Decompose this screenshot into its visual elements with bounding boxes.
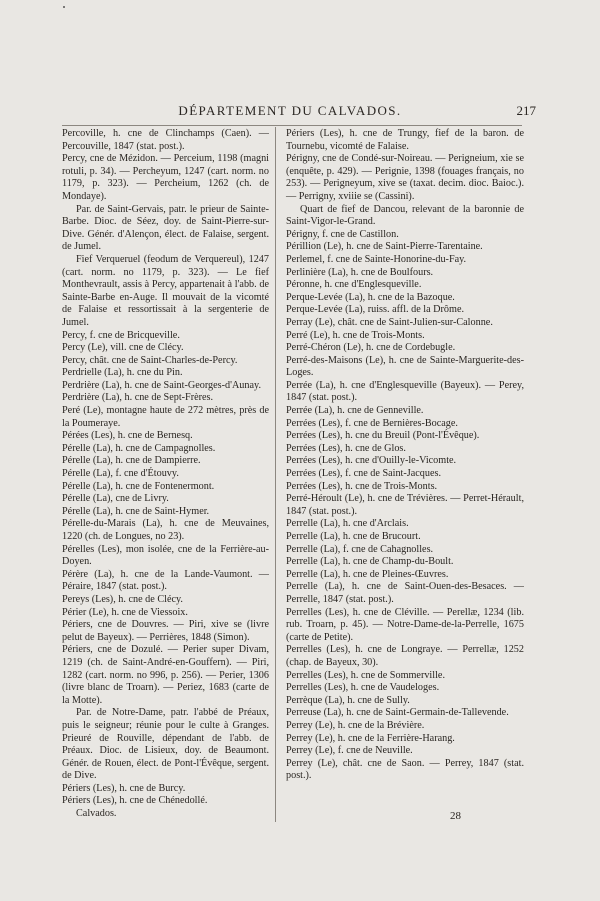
gazetteer-entry: Perrées (Les), h. cne de Glos. bbox=[286, 442, 406, 454]
gazetteer-entry: Périers (Les), h. cne de Chénedollé. bbox=[62, 795, 208, 807]
gazetteer-entry: Peré (Le), montagne haute de 272 mètres, près de la Poumeraye. bbox=[62, 405, 269, 429]
gazetteer-entry: Calvados. bbox=[76, 808, 117, 820]
gazetteer-entry: Périgny, cne de Condé-sur-Noireau. — Perigneium, xie se (enquête, p. 429). — Perignie, 1398 (fouages français, no 253). — Perigneyum, xive se (taxat. decim. dioc. Baioc.). — Perrigny, xviiie se (Cassini). bbox=[286, 153, 524, 202]
gazetteer-entry: Perrelle (La), h. cne d'Arclais. bbox=[286, 518, 409, 530]
gazetteer-entry: Perrelles (Les), h. cne de Vaudeloges. bbox=[286, 682, 440, 694]
gazetteer-entry: Pérées (Les), h. cne de Bernesq. bbox=[62, 430, 193, 442]
gazetteer-entry: Perdrielle (La), h. cne du Pin. bbox=[62, 367, 183, 379]
gazetteer-entry: Perrelles (Les), h. cne de Sommerville. bbox=[286, 669, 445, 681]
gazetteer-entry: Perrelles (Les), h. cne de Longraye. — Perrellæ, 1252 (chap. de Bayeux, 30). bbox=[286, 644, 524, 668]
gazetteer-entry: Perrées (Les), f. cne de Saint-Jacques. bbox=[286, 468, 442, 480]
gazetteer-entry: Percoville, h. cne de Clinchamps (Caen). — Percouville, 1847 (stat. post.). bbox=[62, 128, 269, 152]
gazetteer-entry: Pérelle-du-Marais (La), h. cne de Meuvaines, 1220 (ch. de Longues, no 23). bbox=[62, 518, 269, 542]
gazetteer-entry: Percy (Le), vill. cne de Clécy. bbox=[62, 342, 184, 354]
left-column bbox=[62, 128, 269, 821]
gazetteer-entry: Perrelle (La), f. cne de Cahagnolles. bbox=[286, 543, 434, 555]
gazetteer-entry: Par. de Saint-Gervais, patr. le prieur de Sainte-Barbe. Dioc. de Séez, doy. de Saint-Pierre-sur-Dive. Génér. d'Alençon, élect. de Falaise, sergent. de Jumel. bbox=[62, 203, 269, 253]
right-column bbox=[286, 128, 524, 783]
gazetteer-entry: Perrées (Les), h. cne du Breuil (Pont-l'Évêque). bbox=[286, 430, 480, 442]
gazetteer-entry: Perrey (Le), h. cne de la Brévière. bbox=[286, 719, 425, 731]
gazetteer-entry: Perré-des-Maisons (Le), h. cne de Sainte-Marguerite-des-Loges. bbox=[286, 354, 524, 379]
page-number: 217 bbox=[516, 103, 536, 118]
column-divider bbox=[275, 127, 276, 822]
gazetteer-entry: Perrey (Le), chât. cne de Saon. — Perrey, 1847 (stat. post.). bbox=[286, 757, 524, 782]
gazetteer-entry: Perrelle (La), h. cne de Pleines-Œuvres. bbox=[286, 568, 449, 580]
gazetteer-entry: Perrées (Les), f. cne de Bernières-Bocage. bbox=[286, 417, 458, 429]
gazetteer-entry: Perrey (Le), h. cne de la Ferrière-Harang. bbox=[286, 732, 455, 744]
gazetteer-entry: Périer (Le), h. cne de Viessoix. bbox=[62, 606, 188, 618]
gazetteer-entry: Périers (Les), h. cne de Trungy, fief de la baron. de Tournebu, vicomté de Falaise. bbox=[286, 128, 524, 152]
gazetteer-entry: Percy, f. cne de Bricqueville. bbox=[62, 329, 180, 341]
gazetteer-entry: Pérère (La), h. cne de la Lande-Vaumont. — Péraire, 1847 (stat. post.). bbox=[62, 568, 269, 593]
gazetteer-entry: Perque-Levée (La), h. cne de la Bazoque. bbox=[286, 291, 455, 303]
gazetteer-entry: Perré-Héroult (Le), h. cne de Trévières. — Perret-Hérault, 1847 (stat. post.). bbox=[286, 493, 524, 517]
gazetteer-entry: Perreuse (La), h. cne de Saint-Germain-de-Tallevende. bbox=[286, 707, 509, 719]
gazetteer-entry: Perray (Le), chât. cne de Saint-Julien-sur-Calonne. bbox=[286, 316, 493, 328]
gazetteer-entry: Perrelle (La), h. cne de Brucourt. bbox=[286, 531, 421, 542]
gazetteer-entry: Pérelle (La), cne de Livry. bbox=[62, 493, 169, 505]
gazetteer-entry: Péronne, h. cne d'Englesqueville. bbox=[286, 279, 422, 291]
gazetteer-entry: Fief Verqueruel (feodum de Verquereul), 1247 (cart. norm. no 1179, p. 323). — Le fief Monthevrault, assis à Percy, appartenait à l'abb. de Sainte-Barbe en-Auge. Il mouvait de la vicomté de Falaise et ressortissait à la sergenterie de Jumel. bbox=[62, 253, 269, 328]
gazetteer-entry: Périgny, f. cne de Castillon. bbox=[286, 228, 399, 240]
gazetteer-entry: Percy, cne de Mézidon. — Perceium, 1198 (magni rotuli, p. 34). — Percheyum, 1247 (cart. norm. no 1179, p. 323). — Percheium, 1262 (ch. de Mondaye). bbox=[62, 153, 269, 202]
gazetteer-entry: Pérelle (La), h. cne de Saint-Hymer. bbox=[62, 505, 210, 517]
gazetteer-entry: Périers, cne de Dozulé. — Perier super Divam, 1219 (ch. de Saint-André-en-Gouffern). — Piri, 1282 (cart. norm. no 996, p. 256). — Perier, 1306 (livre blanc de Troarn). — Periez, 1683 (carte de la Motte). bbox=[62, 644, 269, 706]
gazetteer-entry: Perrelle (La), h. cne de Champ-du-Boult. bbox=[286, 556, 454, 568]
running-title: DÉPARTEMENT DU CALVADOS. bbox=[178, 103, 402, 118]
gazetteer-entry: Pérelle (La), h. cne de Fontenermont. bbox=[62, 480, 215, 492]
gazetteer-entry: Pérelle (La), f. cne d'Étouvy. bbox=[62, 468, 179, 480]
gazetteer-entry: Pérelle (La), h. cne de Campagnolles. bbox=[62, 442, 216, 454]
gazetteer-entry: Perlemel, f. cne de Sainte-Honorine-du-Fay. bbox=[286, 253, 467, 265]
gathering-mark: 28 bbox=[450, 810, 461, 822]
gazetteer-entry: Perrelles (Les), h. cne de Cléville. — Perellæ, 1234 (lib. rub. Troarn, p. 45). — Notre-Dame-de-la-Perrelle, 1675 (carte de Petite). bbox=[286, 606, 524, 643]
gazetteer-entry: Perré (Le), h. cne de Trois-Monts. bbox=[286, 329, 425, 341]
gazetteer-entry: Quart de fief de Dancou, relevant de la baronnie de Saint-Vigor-le-Grand. bbox=[286, 203, 524, 228]
gazetteer-entry: Perrée (La), h. cne d'Englesqueville (Bayeux). — Perey, 1847 (stat. post.). bbox=[286, 379, 524, 404]
paper-speck bbox=[63, 6, 65, 8]
gazetteer-entry: Perdrière (La), h. cne de Saint-Georges-d'Aunay. bbox=[62, 379, 261, 391]
gazetteer-entry: Perrelle (La), h. cne de Saint-Ouen-des-Besaces. — Perrelle, 1847 (stat. post.). bbox=[286, 581, 524, 605]
gazetteer-entry: Pérelle (La), h. cne de Dampierre. bbox=[62, 455, 201, 467]
gazetteer-entry: Périllion (Le), h. cne de Saint-Pierre-Tarentaine. bbox=[286, 241, 483, 253]
gazetteer-entry: Perlinière (La), h. cne de Boulfours. bbox=[286, 266, 434, 278]
gazetteer-entry: Perrées (Les), h. cne d'Ouilly-le-Vicomte. bbox=[286, 455, 457, 467]
gazetteer-entry: Périers, cne de Douvres. — Piri, xive se (livre pelut de Bayeux). — Perrières, 1848 (Simon). bbox=[62, 619, 269, 643]
gazetteer-entry: Perdrière (La), h. cne de Sept-Frères. bbox=[62, 392, 214, 404]
gazetteer-entry: Percy, chât. cne de Saint-Charles-de-Percy. bbox=[62, 354, 238, 366]
gazetteer-entry: Perré-Chéron (Le), h. cne de Cordebugle. bbox=[286, 342, 456, 354]
gazetteer-entry: Perque-Levée (La), ruiss. affl. de la Drôme. bbox=[286, 304, 465, 316]
gazetteer-entry: Perrey (Le), f. cne de Neuville. bbox=[286, 745, 413, 757]
gazetteer-entry: Pérelles (Les), mon isolée, cne de la Ferrière-au-Doyen. bbox=[62, 543, 269, 568]
header-rule bbox=[62, 125, 522, 126]
gazetteer-entry: Par. de Notre-Dame, patr. l'abbé de Préaux, puis le seigneur; réunie pour le culte à Granges. Prieuré de Rouville, dépendant de l'abb. de Préaux. Dioc. de Lisieux, doy. de Beaumont. Génér. de Rouen, élect. de Pont-l'Évêque, sergent. de Dive. bbox=[62, 707, 269, 782]
gazetteer-entry: Périers (Les), h. cne de Burcy. bbox=[62, 782, 186, 794]
gazetteer-entry: Perrèque (La), h. cne de Sully. bbox=[286, 694, 410, 706]
gazetteer-entry: Perrée (La), h. cne de Genneville. bbox=[286, 405, 424, 417]
gazetteer-entry: Perrées (Les), h. cne de Trois-Monts. bbox=[286, 480, 438, 492]
gazetteer-entry: Pereys (Les), h. cne de Clécy. bbox=[62, 593, 183, 605]
